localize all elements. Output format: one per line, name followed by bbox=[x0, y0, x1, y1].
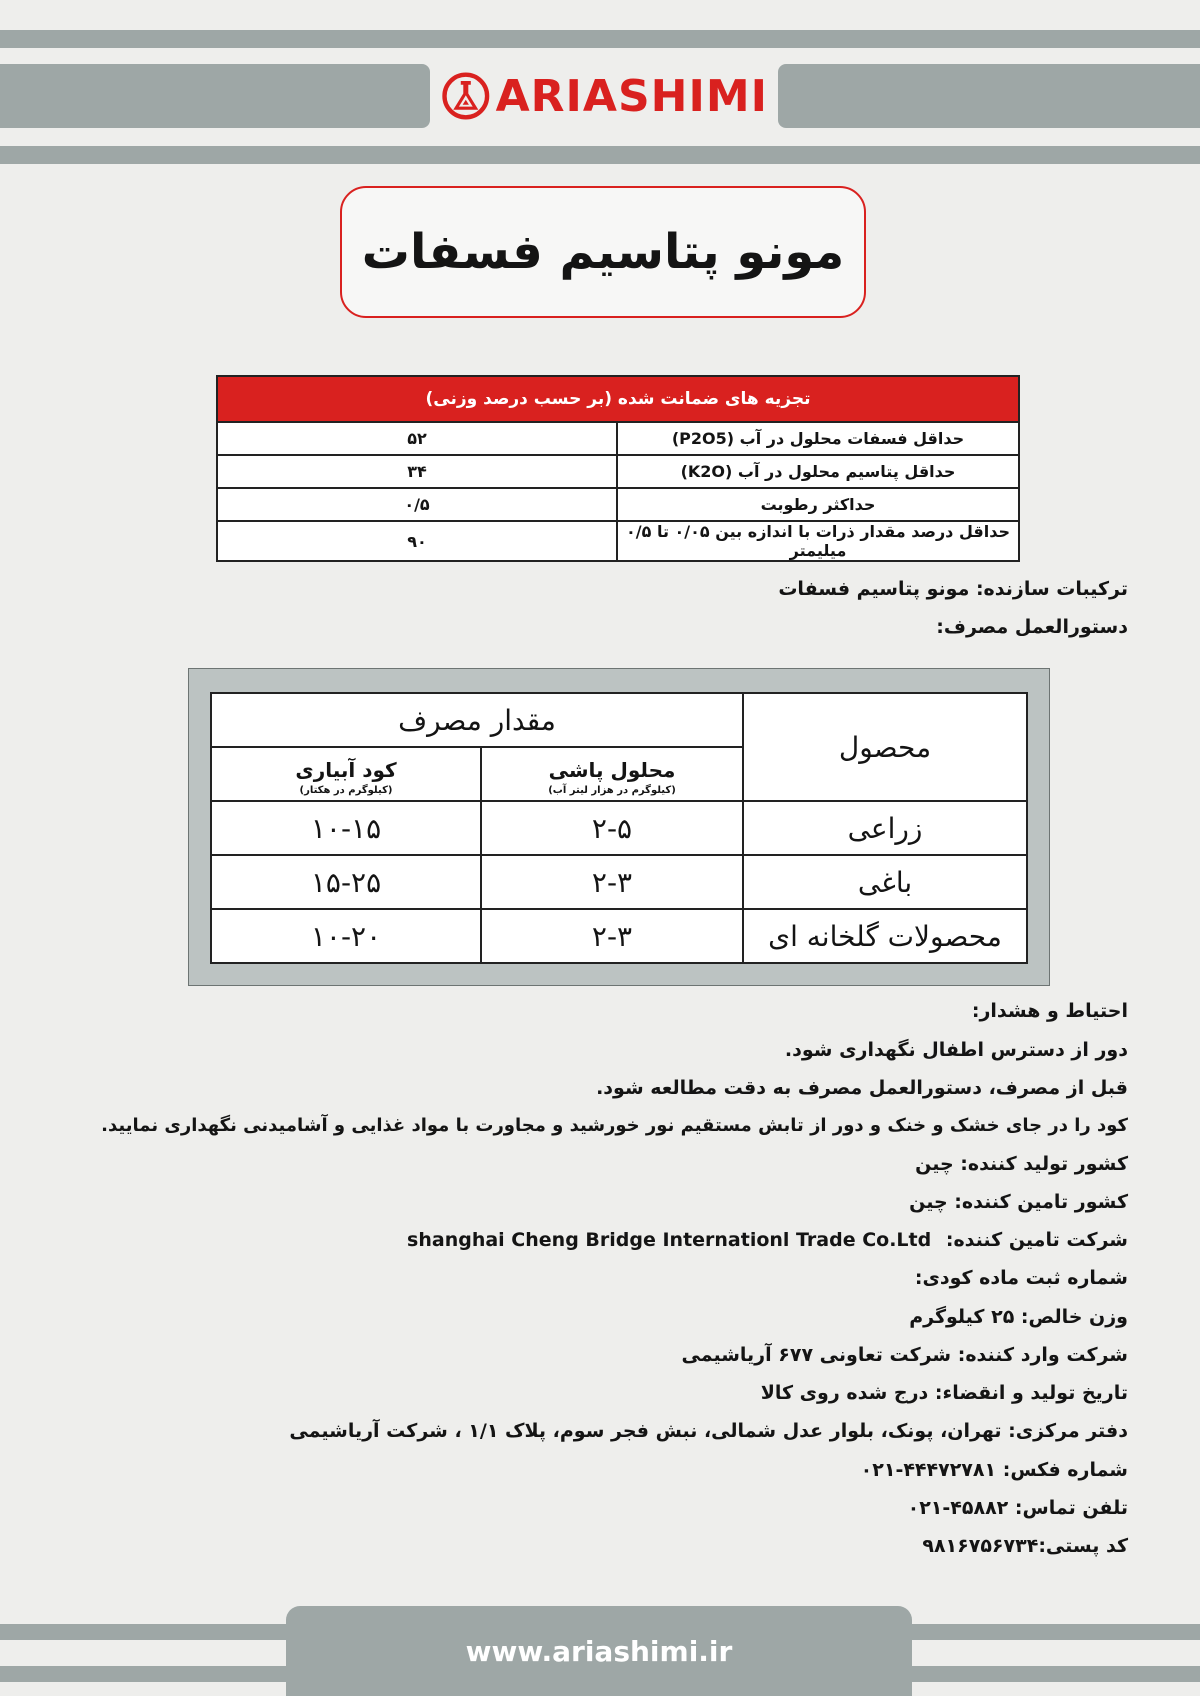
analysis-value: ۰/۵ bbox=[217, 488, 617, 521]
analysis-table bbox=[216, 375, 1020, 562]
table-row bbox=[217, 455, 1019, 488]
website-link[interactable]: www.ariashimi.ir bbox=[465, 1634, 733, 1668]
header-top-stripe bbox=[0, 30, 1200, 48]
analysis-value: ۵۲ bbox=[217, 422, 617, 455]
analysis-value: ۳۴ bbox=[217, 455, 617, 488]
postal-code-line: کد پستی:۹۸۱۶۷۵۶۷۳۴ bbox=[922, 1535, 1128, 1557]
spray-header: محلول پاشی bbox=[548, 757, 676, 782]
usage-product: باغی bbox=[743, 855, 1027, 909]
table-row bbox=[211, 909, 1027, 963]
table-row bbox=[217, 488, 1019, 521]
amount-header: مقدار مصرف bbox=[211, 693, 743, 747]
title-box bbox=[340, 186, 866, 318]
analysis-label: حداقل پتاسیم محلول در آب (K2O) bbox=[617, 455, 1019, 488]
usage-spray: ۲-۳ bbox=[481, 855, 743, 909]
info-line: تاریخ تولید و انقضاء: درج شده روی کالا bbox=[760, 1382, 1128, 1404]
info-line: قبل از مصرف، دستورالعمل مصرف به دقت مطالعه شود. bbox=[596, 1077, 1128, 1099]
table-row bbox=[211, 801, 1027, 855]
usage-fert: ۱۰-۲۰ bbox=[211, 909, 481, 963]
instructions-label: دستورالعمل مصرف: bbox=[936, 616, 1128, 638]
product-header: محصول bbox=[743, 693, 1027, 801]
info-line: کشور تولید کننده: چین bbox=[915, 1153, 1128, 1175]
product-title: مونو پتاسیم فسفات bbox=[361, 224, 845, 280]
header-bar-left bbox=[0, 64, 430, 128]
analysis-label: حداقل فسفات محلول در آب (P2O5) bbox=[617, 422, 1019, 455]
supplier-label: شرکت تامین کننده: bbox=[945, 1229, 1128, 1251]
supplier-name: shanghai Cheng Bridge Internationl Trade Co.Ltd bbox=[407, 1229, 932, 1251]
fert-unit: (کیلوگرم در هکتار) bbox=[299, 784, 393, 796]
fert-header: کود آبیاری bbox=[295, 757, 397, 782]
analysis-value: ۹۰ bbox=[217, 521, 617, 561]
usage-spray: ۲-۳ bbox=[481, 909, 743, 963]
info-line: وزن خالص: ۲۵ کیلوگرم bbox=[909, 1306, 1128, 1328]
analysis-heading: تجزیه های ضمانت شده (بر حسب درصد وزنی) bbox=[217, 376, 1019, 422]
spray-header-cell bbox=[481, 747, 743, 801]
usage-table bbox=[210, 692, 1028, 964]
brand-logo bbox=[442, 58, 768, 134]
usage-fert: ۱۵-۲۵ bbox=[211, 855, 481, 909]
info-line: کشور تامین کننده: چین bbox=[909, 1191, 1128, 1213]
table-row bbox=[217, 521, 1019, 561]
analysis-label: حداقل درصد مقدار ذرات با اندازه بین ۰/۰۵ تا ۰/۵ میلیمتر bbox=[617, 521, 1019, 561]
address-line: دفتر مرکزی: تهران، پونک، بلوار عدل شمالی، نبش فجر سوم، پلاک ۱/۱ ، شرکت آریاشیمی bbox=[289, 1420, 1128, 1442]
usage-product: محصولات گلخانه ای bbox=[743, 909, 1027, 963]
fax-line: شماره فکس: ۴۴۴۷۲۷۸۱-۰۲۱ bbox=[860, 1459, 1128, 1481]
info-line: دور از دسترس اطفال نگهداری شود. bbox=[784, 1039, 1128, 1061]
table-row bbox=[211, 855, 1027, 909]
flask-logo-icon bbox=[442, 58, 490, 134]
warning-heading: احتیاط و هشدار: bbox=[971, 1000, 1128, 1022]
spray-unit: (کیلوگرم در هزار لیتر آب) bbox=[548, 784, 676, 796]
header-bar-right bbox=[778, 64, 1200, 128]
brand-name: ARIASHIMI bbox=[495, 70, 768, 122]
analysis-label: حداکثر رطوبت bbox=[617, 488, 1019, 521]
composition-text: ترکیبات سازنده: مونو پتاسیم فسفات bbox=[778, 578, 1128, 600]
usage-product: زراعی bbox=[743, 801, 1027, 855]
info-line: شماره ثبت ماده کودی: bbox=[914, 1267, 1128, 1289]
usage-spray: ۲-۵ bbox=[481, 801, 743, 855]
info-line: کود را در جای خشک و خنک و دور از تابش مستقیم نور خورشید و مجاورت با مواد غذایی و آشامیدنی نگهداری نمایید. bbox=[101, 1115, 1128, 1136]
usage-fert: ۱۰-۱۵ bbox=[211, 801, 481, 855]
table-row bbox=[217, 422, 1019, 455]
footer-bar bbox=[286, 1606, 912, 1696]
info-line: شرکت وارد کننده: شرکت تعاونی ۶۷۷ آریاشیمی bbox=[681, 1344, 1128, 1366]
supplier-line bbox=[407, 1229, 1128, 1251]
header-bottom-stripe bbox=[0, 146, 1200, 164]
fert-header-cell bbox=[211, 747, 481, 801]
phone-line: تلفن تماس: ۴۵۸۸۲-۰۲۱ bbox=[907, 1497, 1128, 1519]
